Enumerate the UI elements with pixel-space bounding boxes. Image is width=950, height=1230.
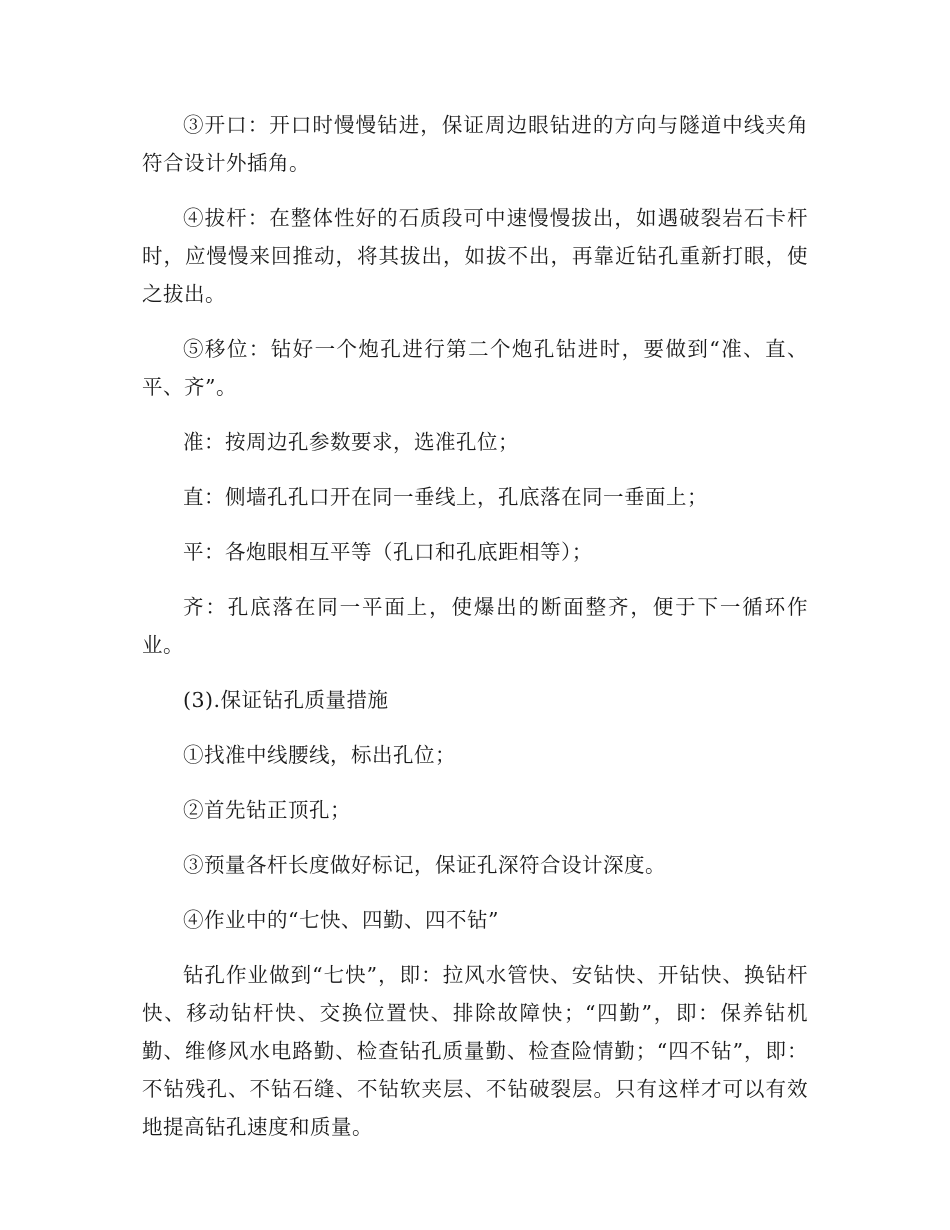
paragraph-work-rules: ④作业中的“七快、四勤、四不钻” bbox=[183, 908, 499, 932]
paragraph-straight: 直：侧墙孔孔口开在同一垂线上，孔底落在同一垂面上； bbox=[183, 485, 708, 509]
document-body bbox=[142, 106, 808, 1163]
paragraph-find-centerline: ①找准中线腰线，标出孔位； bbox=[183, 743, 456, 767]
paragraph-drill-top-hole: ②首先钻正顶孔； bbox=[183, 798, 351, 822]
section-heading-drilling-quality: (3).保证钻孔质量措施 bbox=[183, 688, 389, 712]
paragraph-rules-detail: 钻孔作业做到“七快”，即：拉风水管快、安钻快、开钻快、换钻杆快、移动钻杆快、交换位置快、排除故障快；“四勤”，即：保养钻机勤、维修风水电路勤、检查钻孔质量勤、检查险情勤；“四不钻”，即：不钻残孔、不钻石缝、不钻软夹层、不钻破裂层。只有这样才可以有效地提高钻孔速度和质量。 bbox=[142, 963, 808, 1139]
paragraph-level: 平：各炮眼相互平等（孔口和孔底距相等）； bbox=[183, 540, 593, 564]
paragraph-measure-rods: ③预量各杆长度做好标记，保证孔深符合设计深度。 bbox=[183, 853, 666, 877]
paragraph-accurate: 准：按周边孔参数要求，选准孔位； bbox=[183, 430, 519, 454]
paragraph-even: 齐：孔底落在同一平面上，使爆出的断面整齐，便于下一循环作业。 bbox=[142, 595, 808, 657]
paragraph-reposition: ⑤移位：钻好一个炮孔进行第二个炮孔钻进时，要做到“准、直、平、齐”。 bbox=[142, 337, 808, 399]
paragraph-open-hole: ③开口：开口时慢慢钻进，保证周边眼钻进的方向与隧道中线夹角符合设计外插角。 bbox=[142, 113, 808, 175]
paragraph-pull-rod: ④拔杆：在整体性好的石质段可中速慢慢拔出，如遇破裂岩石卡杆时，应慢慢来回推动，将其拔出，如拔不出，再靠近钻孔重新打眼，使之拔出。 bbox=[142, 206, 808, 306]
